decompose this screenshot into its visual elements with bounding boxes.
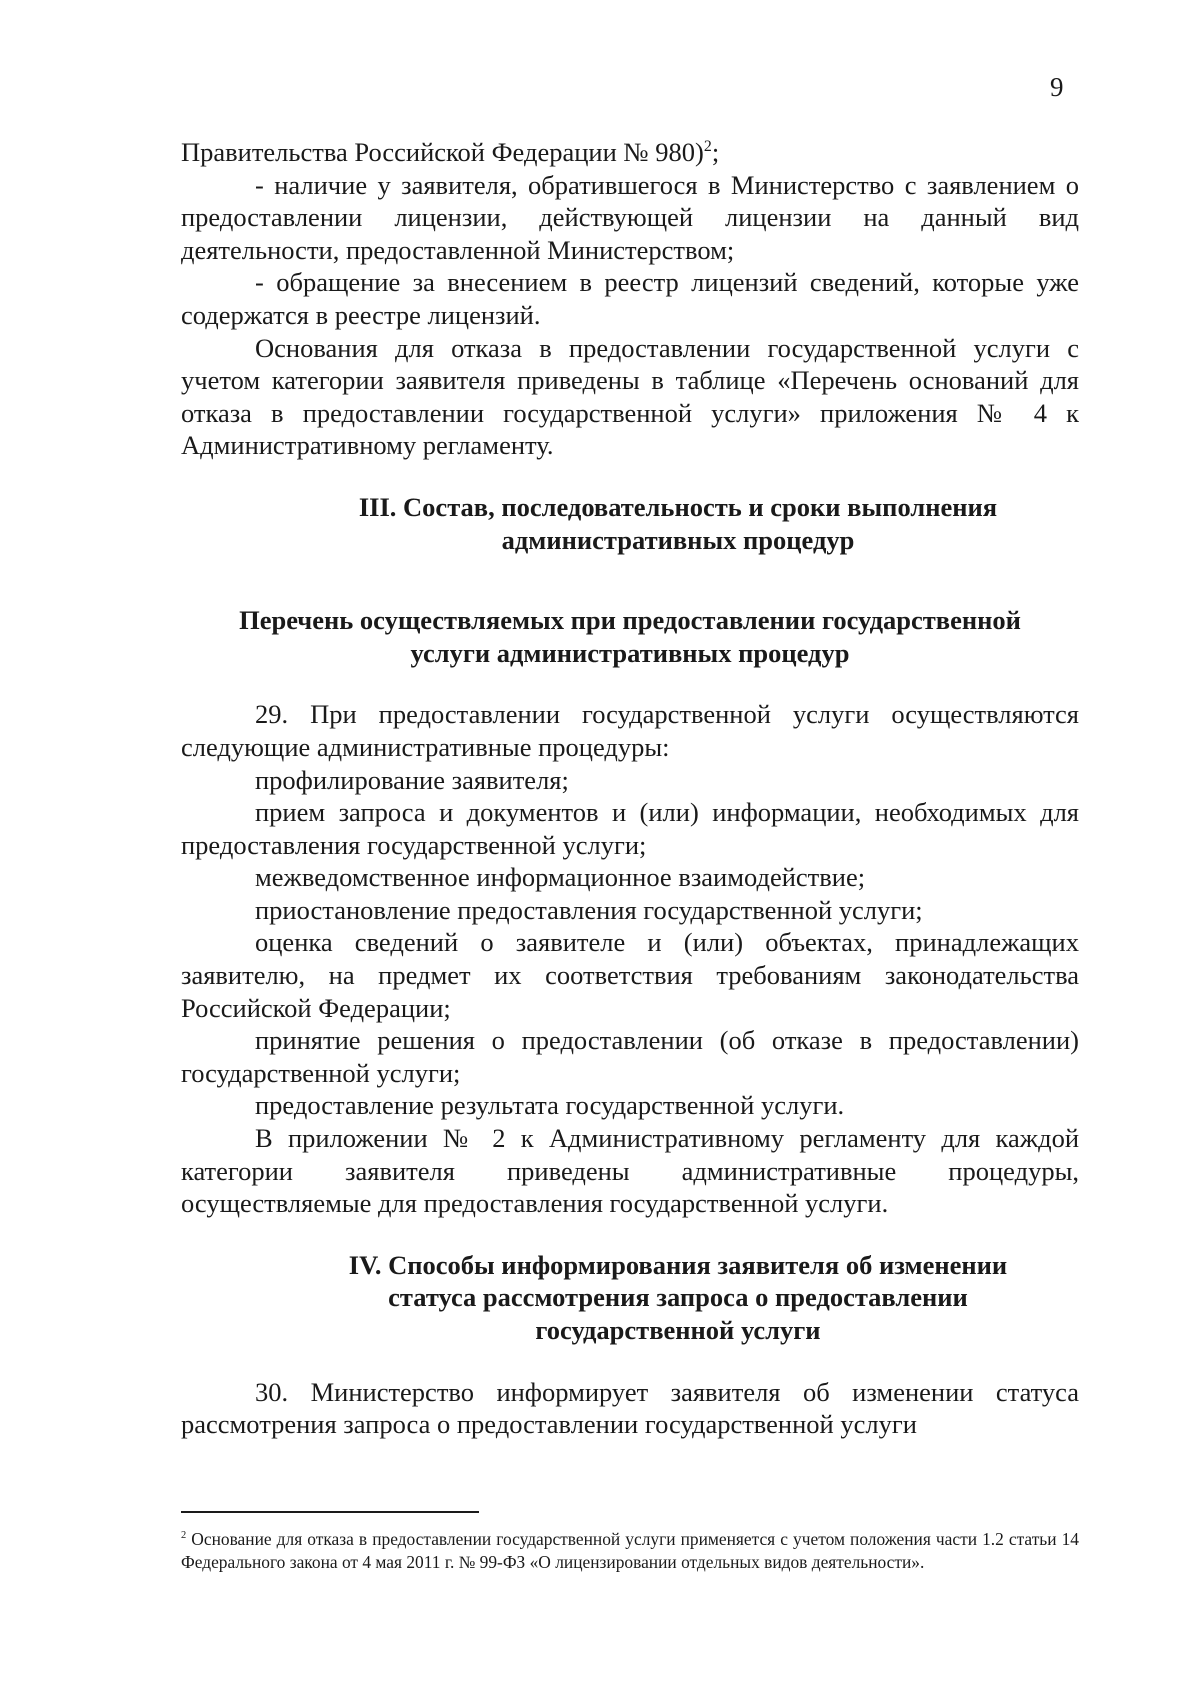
list-item-registry: - обращение за внесением в реестр лицензий сведений, которые уже содержатся в реестре лицензий. <box>181 267 1079 330</box>
appendix-2-paragraph: В приложении № 2 к Административному регламенту для каждой категории заявителя приведены административные процедуры, осуществляемые для предоставления государственной услуги. <box>181 1123 1079 1219</box>
procedure-item: оценка сведений о заявителе и (или) объектах, принадлежащих заявителю, на предмет их соответствия требованиям законодательства Российской Федерации; <box>181 927 1079 1023</box>
section-4-heading-line-2: статуса рассмотрения запроса о предоставлении <box>388 1282 968 1313</box>
section-4-heading-line-3: государственной услуги <box>535 1315 821 1345</box>
section-3-heading-line-1: III. Состав, последовательность и сроки выполнения <box>358 491 998 522</box>
footnote <box>181 1528 1079 1573</box>
subsection-heading <box>181 604 1079 669</box>
document-body <box>181 136 1079 1441</box>
section-4-heading-line-1: IV. Способы информирования заявителя об изменении <box>348 1249 1008 1280</box>
footnote-text: Основание для отказа в предоставлении государственной услуги применяется с учетом положения части 1.2 статьи 14 Федерального закона от 4 мая 2011 г. № 99-ФЗ «О лицензировании отдельных видов деятельности». <box>181 1529 1079 1572</box>
section-3-heading-line-2: административных процедур <box>501 524 855 555</box>
procedure-item: межведомственное информационное взаимодействие; <box>255 862 866 893</box>
paragraph-29: 29. При предоставлении государственной услуги осуществляются следующие административные процедуры: <box>181 699 1079 762</box>
paragraph-continuation <box>181 136 1079 169</box>
procedure-item: профилирование заявителя; <box>255 764 569 795</box>
refusal-grounds-paragraph: Основания для отказа в предоставлении государственной услуги с учетом категории заявителя приведены в таблице «Перечень оснований для отказа в предоставлении государственной услуги» приложения № 4 к Административному регламенту. <box>181 332 1079 461</box>
subsection-heading-line-2: услуги административных процедур <box>410 637 850 668</box>
section-3-heading <box>181 491 1079 556</box>
procedure-item: принятие решения о предоставлении (об отказе в предоставлении) государственной услуги; <box>181 1025 1079 1088</box>
footnote-separator <box>181 1511 479 1513</box>
paragraph-30: 30. Министерство информирует заявителя об изменении статуса рассмотрения запроса о предоставлении государственной услуги <box>181 1376 1079 1440</box>
footnote-reference: 2 <box>703 138 712 156</box>
continuation-text: Правительства Российской Федерации № 980) <box>181 137 704 167</box>
procedure-item: прием запроса и документов и (или) информации, необходимых для предоставления государственной услуги; <box>181 797 1079 860</box>
page-number: 9 <box>1050 72 1064 102</box>
subsection-heading-line-1: Перечень осуществляемых при предоставлении государственной <box>239 605 1021 636</box>
procedure-item: приостановление предоставления государственной услуги; <box>255 894 923 925</box>
continuation-end: ; <box>711 137 720 167</box>
list-item-existing-license: - наличие у заявителя, обратившегося в Министерство с заявлением о предоставлении лицензии, действующей лицензии на данный вид деятельности, предоставленной Министерством; <box>181 169 1079 265</box>
section-4-heading <box>181 1249 1079 1347</box>
procedure-item: предоставление результата государственной услуги. <box>255 1090 845 1121</box>
footnote-marker: 2 <box>181 1530 187 1542</box>
